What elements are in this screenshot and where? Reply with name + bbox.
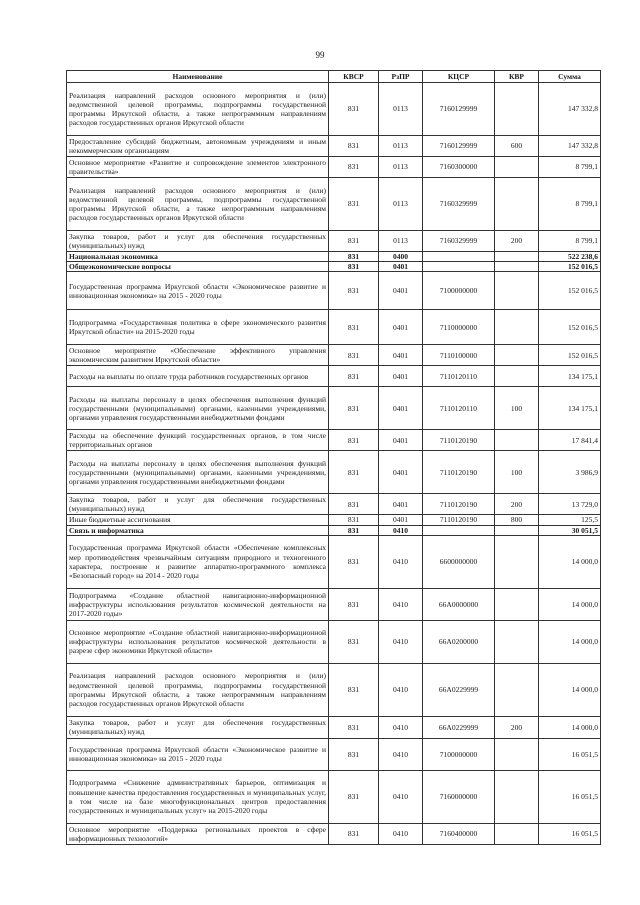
kvr-cell (495, 157, 539, 178)
table-row (67, 272, 601, 310)
sum-cell: 8 799,1 (539, 157, 601, 178)
name-cell: Расходы на выплаты по оплате труда работников государственных органов (67, 366, 329, 387)
budget-table (66, 70, 601, 845)
kvsr-cell: 831 (329, 588, 379, 620)
name-cell: Реализация направлений расходов основного мероприятия и (или) ведомственной целевой программы, подпрограммы государственной программы Иркутской области, а также непрограммным направлениям расходов государственных органов Иркутской области (67, 178, 329, 231)
sum-cell: 147 332,8 (539, 136, 601, 157)
table-row (67, 387, 601, 430)
kcsr-cell: 66А0200000 (423, 620, 495, 663)
name-cell: Основное мероприятие «Развитие и сопровождение элементов электронного правительства» (67, 157, 329, 178)
kcsr-cell: 7110000000 (423, 310, 495, 345)
kcsr-cell: 7160300000 (423, 157, 495, 178)
kcsr-cell: 7110100000 (423, 345, 495, 366)
sum-cell: 8 799,1 (539, 178, 601, 231)
table-row (67, 83, 601, 136)
sum-cell: 14 000,0 (539, 535, 601, 588)
kcsr-cell: 7160129999 (423, 136, 495, 157)
kvsr-cell: 831 (329, 83, 379, 136)
rzpr-cell: 0401 (379, 515, 423, 525)
header-kvr: КВР (495, 71, 539, 83)
rzpr-cell: 0113 (379, 231, 423, 252)
header-rzpr: РзПР (379, 71, 423, 83)
name-cell: Национальная экономика (67, 252, 329, 262)
rzpr-cell: 0401 (379, 430, 423, 451)
sum-cell: 16 051,5 (539, 770, 601, 823)
table-row (67, 157, 601, 178)
kvsr-cell: 831 (329, 770, 379, 823)
kvr-cell: 200 (495, 716, 539, 738)
rzpr-cell: 0401 (379, 451, 423, 494)
sum-cell: 16 051,5 (539, 823, 601, 844)
kvr-cell: 100 (495, 387, 539, 430)
name-cell: Основное мероприятие «Создание областной навигационно-информационной инфраструктуры использования результатов космической деятельности в разрезе сфер экономики Иркутской области» (67, 620, 329, 663)
kvr-cell (495, 345, 539, 366)
name-cell: Закупка товаров, работ и услуг для обеспечения государственных (муниципальных) нужд (67, 494, 329, 515)
kcsr-cell: 7160329999 (423, 178, 495, 231)
sum-cell: 134 175,1 (539, 387, 601, 430)
kcsr-cell (423, 262, 495, 272)
kvsr-cell: 831 (329, 345, 379, 366)
name-cell: Реализация направлений расходов основного мероприятия и (или) ведомственной целевой программы, подпрограммы государственной программы Иркутской области, а также непрограммным направлениям расходов государственных органов Иркутской области (67, 83, 329, 136)
kvsr-cell: 831 (329, 738, 379, 770)
sum-cell: 152 016,5 (539, 272, 601, 310)
kvr-cell: 800 (495, 515, 539, 525)
table-row (67, 366, 601, 387)
kcsr-cell (423, 525, 495, 535)
name-cell: Реализация направлений расходов основного мероприятия и (или) ведомственной целевой программы, подпрограммы государственной программы Иркутской области, а также непрограммным направлениям расходов государственных органов Иркутской области (67, 663, 329, 716)
kvr-cell: 200 (495, 494, 539, 515)
kvsr-cell: 831 (329, 451, 379, 494)
name-cell: Расходы на обеспечение функций государственных органов, в том числе территориальных органов (67, 430, 329, 451)
table-row (67, 738, 601, 770)
table-row (67, 310, 601, 345)
table-row (67, 770, 601, 823)
table-row (67, 494, 601, 515)
table-row (67, 262, 601, 272)
kvsr-cell: 831 (329, 252, 379, 262)
rzpr-cell: 0410 (379, 663, 423, 716)
name-cell: Подпрограмма «Создание областной навигационно-информационной инфраструктуры использования результатов космической деятельности на 2017-2020 годы» (67, 588, 329, 620)
name-cell: Государственная программа Иркутской области «Обеспечение комплексных мер противодействия чрезвычайным ситуациям природного и техногенного характера, построение и развитие аппаратно-программного комплекса «Безопасный город» на 2014 - 2020 годы (67, 535, 329, 588)
rzpr-cell: 0410 (379, 823, 423, 844)
rzpr-cell: 0410 (379, 738, 423, 770)
rzpr-cell: 0410 (379, 525, 423, 535)
kvr-cell (495, 525, 539, 535)
sum-cell: 14 000,0 (539, 716, 601, 738)
name-cell: Основное мероприятие «Поддержка региональных проектов в сфере информационных технологий» (67, 823, 329, 844)
kvsr-cell: 831 (329, 136, 379, 157)
sum-cell: 134 175,1 (539, 366, 601, 387)
table-row (67, 588, 601, 620)
kvsr-cell: 831 (329, 535, 379, 588)
name-cell: Подпрограмма «Государственная политика в сфере экономического развития Иркутской области» на 2015-2020 годы (67, 310, 329, 345)
rzpr-cell: 0401 (379, 366, 423, 387)
name-cell: Расходы на выплаты персоналу в целях обеспечения выполнения функций государственными (муниципальными) органами, казенными учреждениями, органами управления государственными внебюджетными фондами (67, 451, 329, 494)
name-cell: Закупка товаров, работ и услуг для обеспечения государственных (муниципальных) нужд (67, 231, 329, 252)
kvsr-cell: 831 (329, 157, 379, 178)
name-cell: Общеэкономические вопросы (67, 262, 329, 272)
kvsr-cell: 831 (329, 387, 379, 430)
kvr-cell (495, 588, 539, 620)
table-row (67, 620, 601, 663)
sum-cell: 125,5 (539, 515, 601, 525)
sum-cell: 14 000,0 (539, 620, 601, 663)
kvr-cell (495, 535, 539, 588)
kvsr-cell: 831 (329, 178, 379, 231)
sum-cell: 8 799,1 (539, 231, 601, 252)
kvsr-cell: 831 (329, 716, 379, 738)
sum-cell: 152 016,5 (539, 310, 601, 345)
table-row (67, 535, 601, 588)
kcsr-cell: 7110120190 (423, 430, 495, 451)
table-row (67, 515, 601, 525)
table-row (67, 136, 601, 157)
kvr-cell (495, 770, 539, 823)
kcsr-cell: 7110120110 (423, 387, 495, 430)
kvsr-cell: 831 (329, 620, 379, 663)
kvr-cell (495, 252, 539, 262)
table-row (67, 231, 601, 252)
kcsr-cell (423, 252, 495, 262)
table-row (67, 178, 601, 231)
rzpr-cell: 0410 (379, 716, 423, 738)
sum-cell: 13 729,0 (539, 494, 601, 515)
kcsr-cell: 7160000000 (423, 770, 495, 823)
kvr-cell (495, 738, 539, 770)
kcsr-cell: 7110120190 (423, 494, 495, 515)
kvsr-cell: 831 (329, 494, 379, 515)
kvr-cell: 200 (495, 231, 539, 252)
rzpr-cell: 0113 (379, 178, 423, 231)
header-name: Наименование (67, 71, 329, 83)
rzpr-cell: 0113 (379, 157, 423, 178)
kvr-cell (495, 663, 539, 716)
kcsr-cell: 66А0229999 (423, 663, 495, 716)
kcsr-cell: 7110120190 (423, 451, 495, 494)
rzpr-cell: 0410 (379, 535, 423, 588)
table-row (67, 430, 601, 451)
header-sum: Сумма (539, 71, 601, 83)
sum-cell: 30 051,5 (539, 525, 601, 535)
kvsr-cell: 831 (329, 262, 379, 272)
sum-cell: 3 986,9 (539, 451, 601, 494)
rzpr-cell: 0410 (379, 770, 423, 823)
sum-cell: 14 000,0 (539, 588, 601, 620)
name-cell: Закупка товаров, работ и услуг для обеспечения государственных (муниципальных) нужд (67, 716, 329, 738)
kcsr-cell: 7110120110 (423, 366, 495, 387)
name-cell: Иные бюджетные ассигнования (67, 515, 329, 525)
header-kvsr: КВСР (329, 71, 379, 83)
kvsr-cell: 831 (329, 272, 379, 310)
table-row (67, 345, 601, 366)
sum-cell: 152 016,5 (539, 345, 601, 366)
kcsr-cell: 7160129999 (423, 83, 495, 136)
kvr-cell (495, 83, 539, 136)
kvr-cell: 100 (495, 451, 539, 494)
name-cell: Предоставление субсидий бюджетным, автономным учреждениям и иным некоммерческим организациям (67, 136, 329, 157)
kcsr-cell: 7160400000 (423, 823, 495, 844)
rzpr-cell: 0113 (379, 136, 423, 157)
table-row (67, 451, 601, 494)
kvr-cell (495, 620, 539, 663)
table-header-row (67, 71, 601, 83)
kvr-cell: 600 (495, 136, 539, 157)
name-cell: Основное мероприятие «Обеспечение эффективного управления экономическим развитием Иркутской области» (67, 345, 329, 366)
sum-cell: 147 332,8 (539, 83, 601, 136)
sum-cell: 14 000,0 (539, 663, 601, 716)
kcsr-cell: 7100000000 (423, 738, 495, 770)
kvr-cell (495, 823, 539, 844)
name-cell: Расходы на выплаты персоналу в целях обеспечения выполнения функций государственными (муниципальными) органами, казенными учреждениями, органами управления государственными внебюджетными фондами (67, 387, 329, 430)
sum-cell: 522 238,6 (539, 252, 601, 262)
rzpr-cell: 0401 (379, 387, 423, 430)
rzpr-cell: 0113 (379, 83, 423, 136)
sum-cell: 152 016,5 (539, 262, 601, 272)
kvsr-cell: 831 (329, 515, 379, 525)
rzpr-cell: 0401 (379, 345, 423, 366)
table-row (67, 525, 601, 535)
kvsr-cell: 831 (329, 430, 379, 451)
kvr-cell (495, 366, 539, 387)
kcsr-cell: 66А0000000 (423, 588, 495, 620)
table-body (67, 83, 601, 845)
kvr-cell (495, 178, 539, 231)
rzpr-cell: 0401 (379, 494, 423, 515)
rzpr-cell: 0401 (379, 310, 423, 345)
rzpr-cell: 0401 (379, 262, 423, 272)
table-row (67, 663, 601, 716)
kvsr-cell: 831 (329, 525, 379, 535)
name-cell: Подпрограмма «Снижение административных барьеров, оптимизация и повышение качества предоставления государственных и муниципальных услуг, в том числе на базе многофункциональных центров предоставления государственных и муниципальных услуг» на 2015-2020 годы (67, 770, 329, 823)
name-cell: Связь и информатика (67, 525, 329, 535)
kcsr-cell: 7110120190 (423, 515, 495, 525)
kvr-cell (495, 430, 539, 451)
kvsr-cell: 831 (329, 231, 379, 252)
kvr-cell (495, 262, 539, 272)
table-row (67, 823, 601, 844)
kcsr-cell: 6600000000 (423, 535, 495, 588)
kvr-cell (495, 272, 539, 310)
sum-cell: 17 841,4 (539, 430, 601, 451)
name-cell: Государственная программа Иркутской области «Экономическое развитие и инновационная экономика» на 2015 - 2020 годы (67, 272, 329, 310)
rzpr-cell: 0410 (379, 588, 423, 620)
name-cell: Государственная программа Иркутской области «Экономическое развитие и инновационная экономика» на 2015 - 2020 годы (67, 738, 329, 770)
kcsr-cell: 7100000000 (423, 272, 495, 310)
kvsr-cell: 831 (329, 823, 379, 844)
kvsr-cell: 831 (329, 366, 379, 387)
kcsr-cell: 66А0229999 (423, 716, 495, 738)
kvr-cell (495, 310, 539, 345)
header-kcsr: КЦСР (423, 71, 495, 83)
table-row (67, 716, 601, 738)
sum-cell: 16 051,5 (539, 738, 601, 770)
kcsr-cell: 7160329999 (423, 231, 495, 252)
rzpr-cell: 0410 (379, 620, 423, 663)
rzpr-cell: 0401 (379, 272, 423, 310)
table-row (67, 252, 601, 262)
page-number: 99 (315, 50, 325, 60)
kvsr-cell: 831 (329, 663, 379, 716)
kvsr-cell: 831 (329, 310, 379, 345)
rzpr-cell: 0400 (379, 252, 423, 262)
